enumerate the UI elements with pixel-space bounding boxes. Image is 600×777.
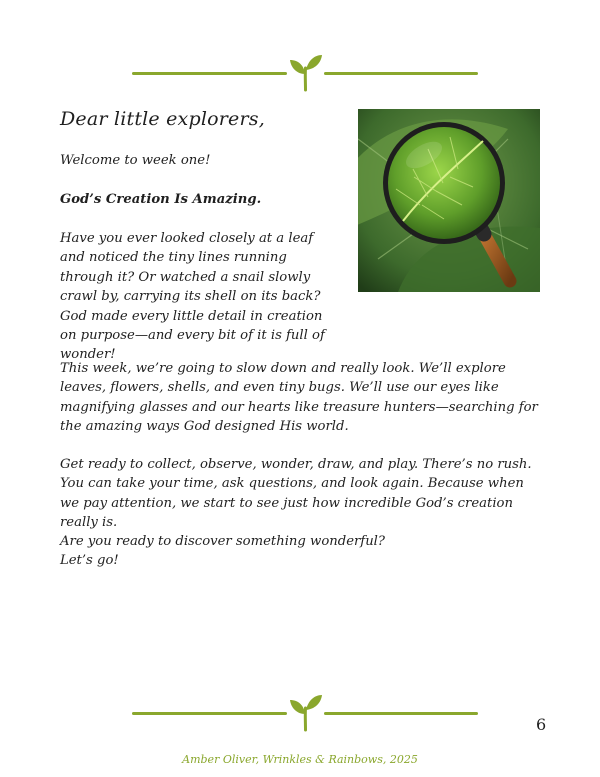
bottom-divider xyxy=(132,698,478,726)
footer-credit: Amber Oliver, Wrinkles & Rainbows, 2025 xyxy=(182,753,418,766)
paragraph-closing xyxy=(60,532,545,571)
divider-line-right xyxy=(324,712,478,715)
welcome-line: Welcome to week one! xyxy=(60,153,211,168)
sprout-icon xyxy=(287,52,324,92)
paragraph-this-week: This week, we’re going to slow down and really look. We’ll explore leaves, flowers, shells, and even tiny bugs. We’ll use our eyes like magnifying glasses and our hearts like treasure hunters—searching for the amazing ways God designed His world. xyxy=(60,361,538,435)
greeting: Dear little explorers, xyxy=(60,108,265,130)
closing-question: Are you ready to discover something wonderful? xyxy=(60,534,385,549)
paragraph-get-ready: Get ready to collect, observe, wonder, draw, and play. There’s no rush. You can take your time, ask questions, and look again. Because when we pay attention, we start to see just how incredible God’s creation really is. xyxy=(60,457,532,531)
top-divider xyxy=(132,58,478,86)
sprout-icon xyxy=(287,692,324,732)
divider-line-right xyxy=(324,72,478,75)
closing-exclamation: Let’s go! xyxy=(60,553,119,569)
page-number: 6 xyxy=(536,715,547,734)
divider-line-left xyxy=(132,712,287,715)
paragraph-intro: Have you ever looked closely at a leaf and noticed the tiny lines running through it? Or watched a snail slowly crawl by, carrying its shell on its back? God made every little detail in creation on purpose—and every bit of it is full of wonder! xyxy=(60,231,325,363)
section-heading: God’s Creation Is Amazing. xyxy=(60,192,262,207)
divider-line-left xyxy=(132,72,287,75)
leaf-magnifying-glass-photo xyxy=(358,109,540,292)
